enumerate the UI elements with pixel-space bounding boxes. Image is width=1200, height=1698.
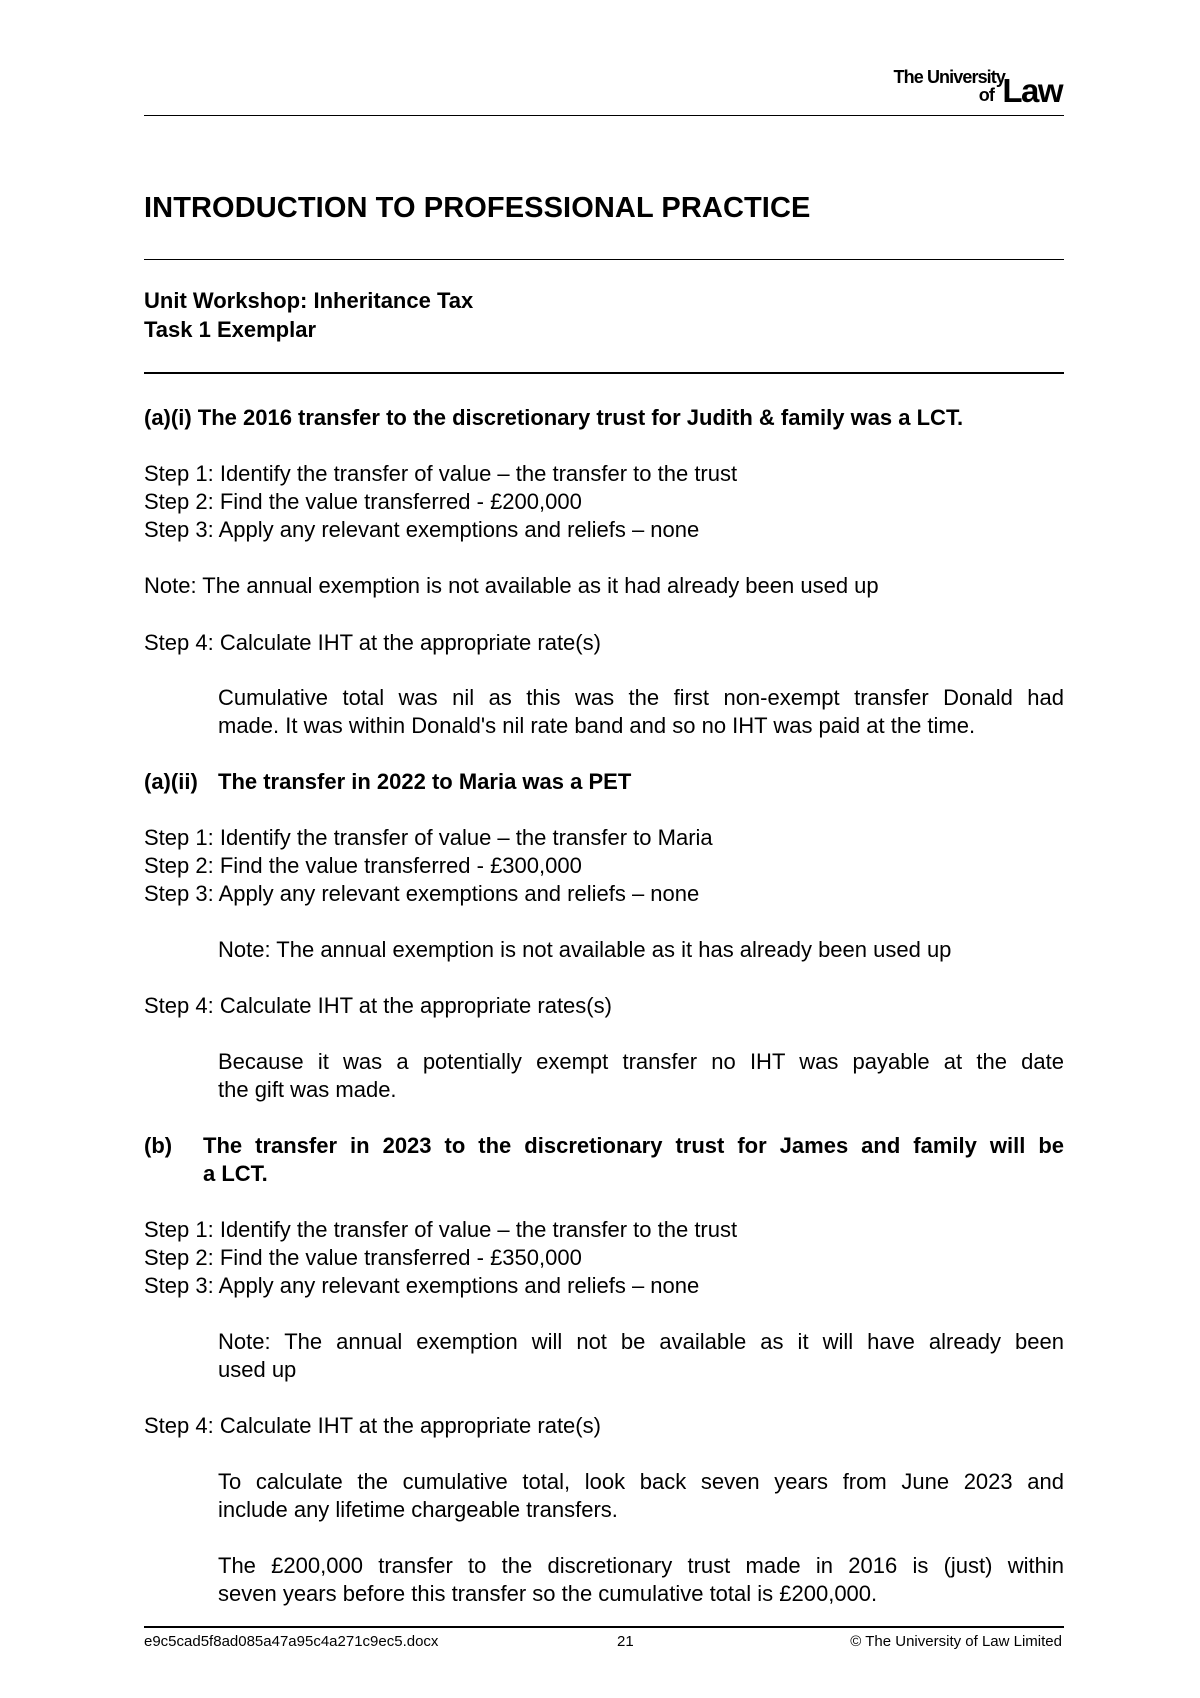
footer-copyright: © The University of Law Limited xyxy=(850,1633,1062,1650)
logo-text-the-university: The University xyxy=(893,67,1005,87)
section-aii-step3: Step 3: Apply any relevant exemptions and reliefs – none xyxy=(144,881,700,906)
section-ai-step1: Step 1: Identify the transfer of value – the transfer to the trust xyxy=(144,461,738,486)
section-aii-heading: The transfer in 2022 to Maria was a PET xyxy=(218,769,632,794)
section-b-step4: Step 4: Calculate IHT at the appropriate rate(s) xyxy=(144,1413,601,1438)
header-rule xyxy=(144,115,1064,116)
section-b-paragraph1-line2: include any lifetime chargeable transfers. xyxy=(218,1497,618,1522)
section-aii-paragraph-line2: the gift was made. xyxy=(218,1077,397,1102)
section-b-paragraph1-line1: To calculate the cumulative total, look back seven years from June 2023 and xyxy=(218,1469,1064,1494)
section-b-step2: Step 2: Find the value transferred - £350,000 xyxy=(144,1245,582,1270)
section-b-note-line1: Note: The annual exemption will not be available as it will have already been xyxy=(218,1329,1064,1354)
section-aii-paragraph-line1: Because it was a potentially exempt transfer no IHT was payable at the date xyxy=(218,1049,1064,1074)
section-b-heading-line2: a LCT. xyxy=(203,1161,268,1186)
section-aii-note: Note: The annual exemption is not available as it has already been used up xyxy=(218,937,952,962)
footer-page-number: 21 xyxy=(617,1633,634,1650)
logo-text-law: Law xyxy=(1002,72,1062,109)
footer-rule xyxy=(144,1626,1064,1628)
section-ai-note: Note: The annual exemption is not available as it had already been used up xyxy=(144,573,879,598)
section-ai-step4: Step 4: Calculate IHT at the appropriate rate(s) xyxy=(144,630,601,655)
section-ai-step3: Step 3: Apply any relevant exemptions and reliefs – none xyxy=(144,517,700,542)
section-aii-step1: Step 1: Identify the transfer of value – the transfer to Maria xyxy=(144,825,713,850)
document-title: INTRODUCTION TO PROFESSIONAL PRACTICE xyxy=(144,192,811,224)
section-aii-label: (a)(ii) xyxy=(144,769,198,794)
section-b-note-line2: used up xyxy=(218,1357,297,1382)
subtitle-task: Task 1 Exemplar xyxy=(144,317,317,342)
section-ai-paragraph-line1: Cumulative total was nil as this was the first non-exempt transfer Donald had xyxy=(218,685,1064,710)
section-b-paragraph2-line1: The £200,000 transfer to the discretionary trust made in 2016 is (just) within xyxy=(218,1553,1064,1578)
logo-text-of: of xyxy=(978,85,994,105)
university-of-law-logo xyxy=(862,66,1062,116)
section-b-paragraph2-line2: seven years before this transfer so the cumulative total is £200,000. xyxy=(218,1581,878,1606)
section-aii-step2: Step 2: Find the value transferred - £300,000 xyxy=(144,853,582,878)
title-rule xyxy=(144,259,1064,260)
section-ai-paragraph-line2: made. It was within Donald's nil rate band and so no IHT was paid at the time. xyxy=(218,713,976,738)
section-b-step1: Step 1: Identify the transfer of value – the transfer to the trust xyxy=(144,1217,738,1242)
subtitle-rule xyxy=(144,372,1064,374)
section-ai-heading: (a)(i) The 2016 transfer to the discretionary trust for Judith & family was a LCT. xyxy=(144,405,964,430)
section-b-heading-line1: The transfer in 2023 to the discretionary trust for James and family will be xyxy=(203,1133,1064,1158)
subtitle-workshop: Unit Workshop: Inheritance Tax xyxy=(144,288,474,313)
section-ai-step2: Step 2: Find the value transferred - £200,000 xyxy=(144,489,582,514)
section-b-step3: Step 3: Apply any relevant exemptions and reliefs – none xyxy=(144,1273,700,1298)
footer-filename: e9c5cad5f8ad085a47a95c4a271c9ec5.docx xyxy=(144,1633,439,1650)
section-b-label: (b) xyxy=(144,1133,173,1158)
section-aii-step4: Step 4: Calculate IHT at the appropriate rates(s) xyxy=(144,993,612,1018)
